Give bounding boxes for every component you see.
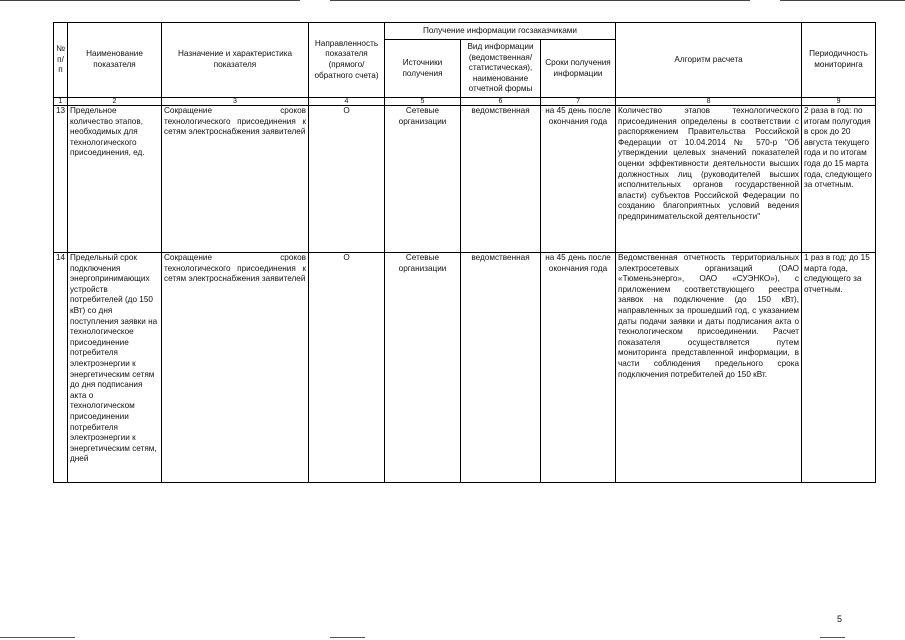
info-sources: Сетевые организации <box>385 106 461 253</box>
column-number: 9 <box>802 98 876 106</box>
monitoring-periodicity: 2 раза в год: по итогам полугодия в срок до 20 августа текущего года и по итогам года до 15 марта года, следующего за отчетным. <box>802 106 876 253</box>
column-number: 2 <box>68 98 162 106</box>
info-deadline: на 45 день после окончания года <box>541 253 616 483</box>
indicator-name: Предельное количество этапов, необходимых для технологического присоединения, ед. <box>68 106 162 253</box>
indicator-purpose: Сокращение сроков технологического присоединения к сетям электроснабжения заявителей <box>162 106 309 253</box>
info-deadline: на 45 день после окончания года <box>541 106 616 253</box>
column-numbers-row <box>54 98 876 106</box>
indicator-direction: О <box>309 106 385 253</box>
info-type: ведомственная <box>461 106 541 253</box>
header-info-type: Вид информации (ведомственная/ статистическая), наименование отчетной формы <box>461 40 541 98</box>
table-row <box>54 106 876 253</box>
header-direction: Направленность показателя (прямого/ обратного счета) <box>309 23 385 98</box>
header-deadline: Сроки получения информации <box>541 40 616 98</box>
column-number: 3 <box>162 98 309 106</box>
monitoring-periodicity: 1 раз в год: до 15 марта года, следующего за отчетным. <box>802 253 876 483</box>
header-periodicity: Периодичность мониторинга <box>802 23 876 98</box>
header-info-group: Получение информации госзаказчиками <box>385 23 616 40</box>
column-number: 7 <box>541 98 616 106</box>
column-number: 6 <box>461 98 541 106</box>
header-purpose: Назначение и характеристика показателя <box>162 23 309 98</box>
column-number: 1 <box>54 98 68 106</box>
header-num: № п/п <box>54 23 68 98</box>
info-sources: Сетевые организации <box>385 253 461 483</box>
column-number: 4 <box>309 98 385 106</box>
info-type: ведомственная <box>461 253 541 483</box>
indicators-table <box>53 22 876 483</box>
header-name: Наименование показателя <box>68 23 162 98</box>
header-algorithm: Алгоритм расчета <box>616 23 802 98</box>
page-number: 5 <box>837 614 843 624</box>
column-number: 8 <box>616 98 802 106</box>
indicator-direction: О <box>309 253 385 483</box>
top-edge-line <box>0 0 905 1</box>
table-row <box>54 253 876 483</box>
calculation-algorithm: Ведомственная отчетность территориальных электросетевых организаций (ОАО «Тюменьэнерго», ОАО «СУЭНКО»), с приложением соответствующего реестра заявок на подключение (до 150 кВт), направленных за прошедший год, с указанием даты подачи заявки и даты подписания акта о технологическом присоединении. Расчет показателя осуществляется путем мониторинга представленной информации, в части соблюдения предельного срока подключения потребителей до 150 кВт. <box>616 253 802 483</box>
header-sources: Источники получения <box>385 40 461 98</box>
indicator-purpose: Сокращение сроков технологического присоединения к сетям электроснабжения заявителей <box>162 253 309 483</box>
row-number: 14 <box>54 253 68 483</box>
column-number: 5 <box>385 98 461 106</box>
row-number: 13 <box>54 106 68 253</box>
calculation-algorithm: Количество этапов технологического присоединения определены в соответствии с распоряжением Правительства Российской Федерации от 10.04.2014 № 570-р "Об утверждении целевых значений показателей оценки эффективности деятельности высших должностных лиц (руководителей высших исполнительных органов государственной власти) субъектов Российской Федерации по созданию благоприятных условий ведения предпринимательской деятельности" <box>616 106 802 253</box>
indicator-name: Предельный срок подключения энергопринимающих устройств потребителей (до 150 кВт) со дня поступления заявки на технологическое присоединение потребителя электроэнергии к энергетическим сетям до дня подписания акта о технологическом присоединении потребителя электроэнергии к энергетическим сетям, дней <box>68 253 162 483</box>
